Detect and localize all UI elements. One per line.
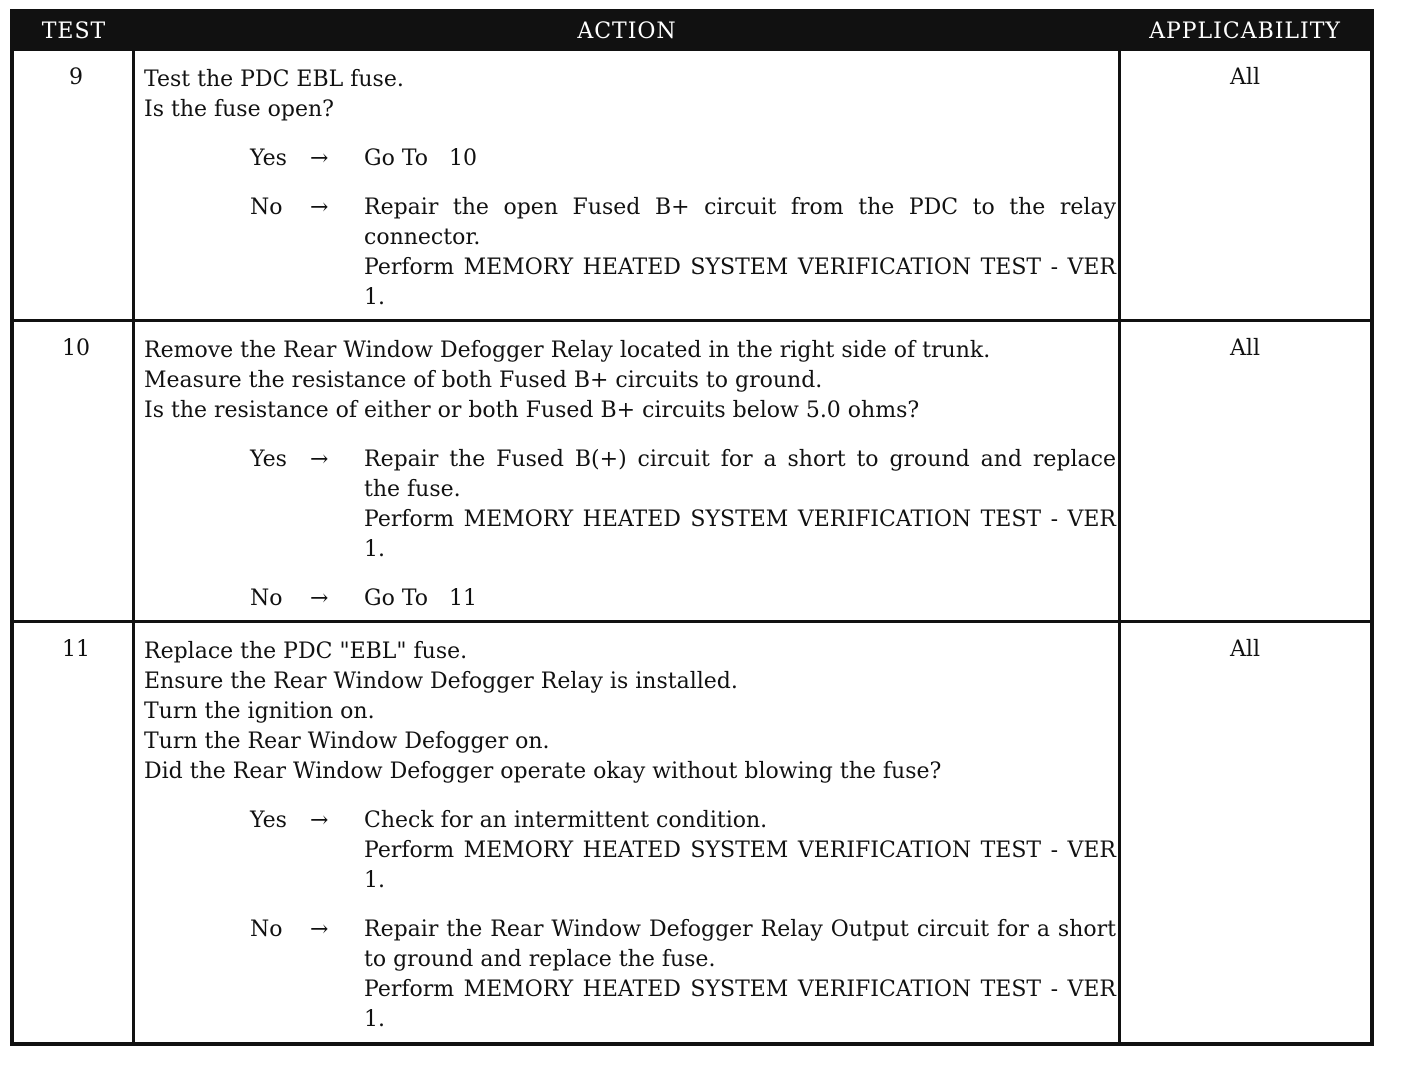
action-step: Turn the Rear Window Defogger on. <box>144 729 550 754</box>
no-result: Go To 11 <box>364 586 477 611</box>
arrow-icon: → <box>310 586 329 611</box>
action-step: Turn the ignition on. <box>144 699 375 724</box>
table-row <box>14 623 1370 1043</box>
no-result: Perform MEMORY HEATED SYSTEM VERIFICATION TEST - VER 1. <box>364 977 1116 1032</box>
table-row <box>14 51 1370 321</box>
no-label: No <box>250 917 283 942</box>
no-branch <box>144 915 1116 1035</box>
no-result: Perform MEMORY HEATED SYSTEM VERIFICATION TEST - VER 1. <box>364 255 1116 310</box>
table-row <box>14 322 1370 620</box>
action-step: Replace the PDC "EBL" fuse. <box>144 639 468 664</box>
applicability-value: All <box>1230 65 1260 90</box>
action-step: Did the Rear Window Defogger operate okay without blowing the fuse? <box>144 759 942 784</box>
action-cell <box>144 336 1116 614</box>
action-cell <box>144 65 1116 313</box>
header-applicability: APPLICABILITY <box>1149 19 1341 44</box>
yes-result: Perform MEMORY HEATED SYSTEM VERIFICATION TEST - VER 1. <box>364 838 1116 893</box>
applicability-value: All <box>1230 336 1260 361</box>
action-step: Is the fuse open? <box>144 97 334 122</box>
yes-result: Repair the Fused B(+) circuit for a short to ground and replace the fuse. <box>364 447 1116 502</box>
yes-result: Check for an intermittent condition. <box>364 808 768 833</box>
action-step: Is the resistance of either or both Fused B+ circuits below 5.0 ohms? <box>144 398 920 423</box>
yes-label: Yes <box>250 808 287 833</box>
arrow-icon: → <box>310 917 329 942</box>
arrow-icon: → <box>310 808 329 833</box>
header-test: TEST <box>41 19 107 44</box>
applicability-value: All <box>1230 637 1260 662</box>
yes-branch <box>144 806 1116 896</box>
no-branch <box>144 584 1116 614</box>
yes-result: Go To 10 <box>364 146 477 171</box>
action-cell <box>144 637 1116 1035</box>
action-step: Test the PDC EBL fuse. <box>144 67 404 92</box>
arrow-icon: → <box>310 195 329 220</box>
diagnostic-test-table <box>10 9 1374 1046</box>
no-result: Repair the open Fused B+ circuit from the PDC to the relay connector. <box>364 195 1116 250</box>
no-result: Repair the Rear Window Defogger Relay Output circuit for a short to ground and replace the fuse. <box>364 917 1116 972</box>
no-branch <box>144 193 1116 313</box>
header-action: ACTION <box>577 19 677 44</box>
yes-branch <box>144 445 1116 565</box>
arrow-icon: → <box>310 146 329 171</box>
action-step: Ensure the Rear Window Defogger Relay is installed. <box>144 669 738 694</box>
test-number: 11 <box>62 637 90 662</box>
yes-label: Yes <box>250 447 287 472</box>
table-header <box>14 13 1370 51</box>
test-number: 10 <box>62 336 90 361</box>
action-step: Remove the Rear Window Defogger Relay located in the right side of trunk. <box>144 338 991 363</box>
no-label: No <box>250 586 283 611</box>
yes-label: Yes <box>250 146 287 171</box>
arrow-icon: → <box>310 447 329 472</box>
action-step: Measure the resistance of both Fused B+ circuits to ground. <box>144 368 823 393</box>
yes-result: Perform MEMORY HEATED SYSTEM VERIFICATION TEST - VER 1. <box>364 507 1116 562</box>
yes-branch <box>144 144 1116 174</box>
test-number: 9 <box>69 65 83 90</box>
no-label: No <box>250 195 283 220</box>
